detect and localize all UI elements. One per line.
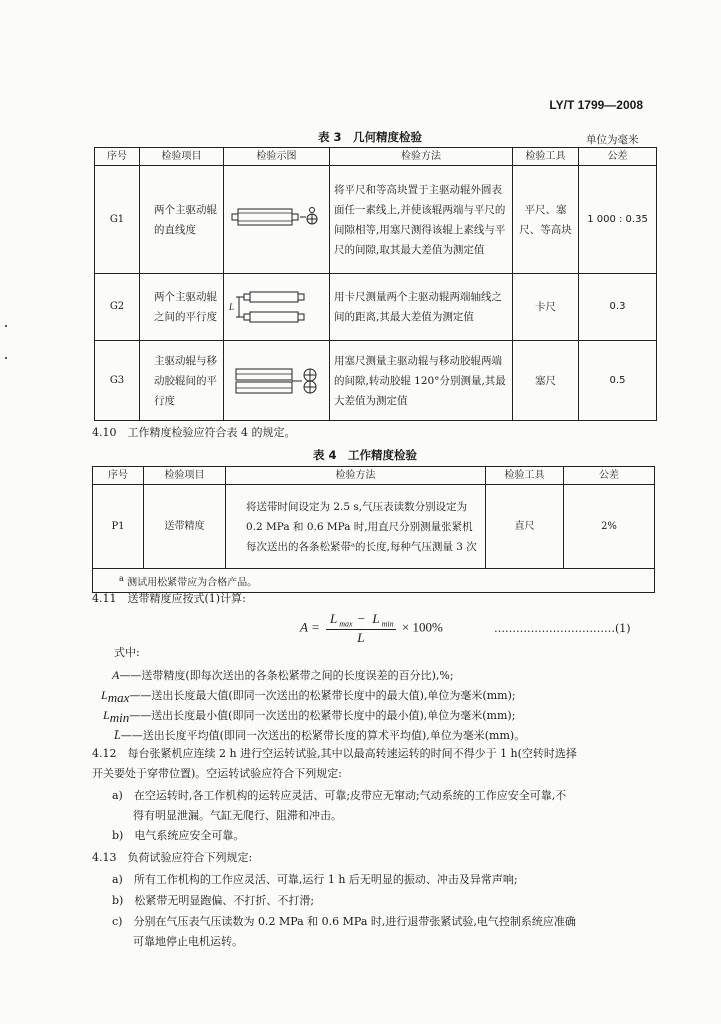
table4-header-cell: 检验方法 bbox=[226, 467, 486, 485]
table3-header-cell: 序号 bbox=[95, 148, 140, 166]
footnote-text: 测试用松紧带应为合格产品。 bbox=[127, 577, 258, 589]
section-number: 4.10 bbox=[92, 426, 117, 439]
section-number: 4.13 bbox=[92, 851, 117, 864]
list-label: a) bbox=[112, 873, 123, 886]
def-text: ——送出长度平均值(即同一次送出的松紧带长度的算术平均值),单位为毫米(mm)。 bbox=[120, 729, 526, 742]
table4-header-cell: 序号 bbox=[93, 467, 144, 485]
formula-numerator bbox=[326, 611, 396, 630]
standard-number: LY/T 1799—2008 bbox=[549, 98, 643, 112]
section-text: 每台张紧机应连续 2 h 进行空运转试验,其中以最高转速运转的时间不得少于 1 h(空转时选择 bbox=[127, 747, 577, 760]
table4-header-row bbox=[93, 467, 655, 485]
formula-lhs: A = bbox=[300, 619, 320, 635]
scan-mark bbox=[5, 325, 7, 327]
formula-sub: min bbox=[381, 619, 394, 629]
table3-header-cell: 检验方法 bbox=[330, 148, 513, 166]
table3-header-cell: 检验项目 bbox=[140, 148, 224, 166]
diagram-cell bbox=[224, 166, 330, 274]
section-number: 4.12 bbox=[92, 747, 117, 760]
scan-mark bbox=[5, 357, 7, 359]
def-sub: max bbox=[107, 690, 130, 706]
table4-header-cell: 检验工具 bbox=[486, 467, 564, 485]
row-method: 将平尺和等高块置于主驱动辊外圆表面任一素线上,并使该辊两端与平尺的间隙相等,用塞尺测得该辊上素线与平尺的间隙,取其最大差值为测定值 bbox=[330, 166, 513, 274]
section-4-11 bbox=[92, 589, 246, 609]
formula-symbol: L bbox=[372, 611, 380, 626]
row-tool: 直尺 bbox=[486, 485, 564, 569]
table3-header-cell: 公差 bbox=[579, 148, 657, 166]
list-text: 松紧带无明显跑偏、不打折、不打滑; bbox=[134, 894, 315, 907]
list-item bbox=[112, 870, 518, 890]
section-4-10 bbox=[92, 423, 296, 443]
table3-header-row bbox=[95, 148, 657, 166]
section-4-12-cont: 开关要处于穿带位置)。空运转试验应符合下列规定: bbox=[92, 767, 342, 780]
def-Lbar bbox=[114, 725, 525, 746]
diagram-cell bbox=[224, 274, 330, 341]
list-text: 在空运转时,各工作机构的运转应灵活、可靠;皮带应无窜动;气动系统的工作应安全可靠,不 bbox=[133, 789, 567, 802]
def-A bbox=[112, 665, 454, 686]
table-row bbox=[95, 274, 657, 341]
formula-number: ……………………………(1) bbox=[494, 622, 631, 635]
row-item: 两个主驱动辊之间的平行度 bbox=[140, 274, 224, 341]
row-tolerance: 2% bbox=[564, 485, 655, 569]
def-sub: min bbox=[109, 710, 130, 726]
formula-fraction bbox=[326, 611, 396, 646]
section-4-12 bbox=[92, 744, 577, 764]
table-row bbox=[95, 341, 657, 421]
section-text: 工作精度检验应符合表 4 的规定。 bbox=[127, 426, 296, 439]
list-item bbox=[112, 891, 314, 911]
list-item-cont: 得有明显泄漏。气缸无爬行、阻滞和冲击。 bbox=[133, 809, 342, 822]
row-tolerance: 0.3 bbox=[579, 274, 657, 341]
row-tool: 平尺、塞尺、等高块 bbox=[513, 166, 579, 274]
list-item-cont: 可靠地停止电机运转。 bbox=[133, 935, 243, 948]
row-method: 用卡尺测量两个主驱动辊两端轴线之间的距离,其最大差值为测定值 bbox=[330, 274, 513, 341]
section-text: 负荷试验应符合下列规定: bbox=[127, 851, 253, 864]
row-no: G2 bbox=[95, 274, 140, 341]
diagram-cell bbox=[224, 341, 330, 421]
list-label: c) bbox=[112, 915, 123, 928]
table4-header-cell: 公差 bbox=[564, 467, 655, 485]
footnote-mark: a bbox=[119, 573, 124, 583]
row-no: P1 bbox=[93, 485, 144, 569]
list-label: b) bbox=[112, 829, 124, 842]
list-item bbox=[112, 912, 576, 932]
formula-tail: × 100% bbox=[401, 619, 443, 635]
def-symbol: L bbox=[101, 688, 108, 702]
list-text: 分别在气压表气压读数为 0.2 MPa 和 0.6 MPa 时,进行退带张紧试验,电气控制系统应准确 bbox=[133, 915, 576, 928]
parallelism-diagram bbox=[228, 284, 324, 330]
table3 bbox=[94, 147, 657, 421]
formula-denominator bbox=[326, 630, 396, 646]
row-method: 用塞尺测量主驱动辊与移动胶辊两端的间隙,转动胶辊 120°分别测量,其最大差值为测定值 bbox=[330, 341, 513, 421]
table3-caption: 表 3 几何精度检验 bbox=[318, 130, 423, 144]
diagram-label: L bbox=[229, 302, 235, 312]
list-text: 电气系统应安全可靠。 bbox=[134, 829, 245, 842]
formula-symbol: L bbox=[329, 611, 338, 626]
gap-diagram bbox=[228, 361, 324, 401]
formula bbox=[300, 611, 443, 646]
def-symbol: A bbox=[112, 668, 120, 682]
list-label: a) bbox=[112, 789, 123, 802]
formula-symbol: L bbox=[357, 629, 365, 645]
row-item: 两个主驱动辊的直线度 bbox=[140, 166, 224, 274]
row-tolerance: 1 000 : 0.35 bbox=[579, 166, 657, 274]
row-item: 送带精度 bbox=[144, 485, 226, 569]
def-text: ——送带精度(即每次送出的各条松紧带之间的长度误差的百分比),%; bbox=[119, 669, 454, 682]
row-tolerance: 0.5 bbox=[579, 341, 657, 421]
def-symbol: L̄ bbox=[114, 728, 121, 742]
row-no: G3 bbox=[95, 341, 140, 421]
table3-unit: 单位为毫米 bbox=[586, 134, 639, 146]
table4 bbox=[92, 466, 655, 593]
row-tool: 塞尺 bbox=[513, 341, 579, 421]
straightness-diagram bbox=[228, 200, 324, 240]
list-text: 所有工作机构的工作应灵活、可靠,运行 1 h 后无明显的振动、冲击及异常声响; bbox=[133, 873, 518, 886]
table4-header-cell: 检验项目 bbox=[144, 467, 226, 485]
def-text: ——送出长度最小值(即同一次送出的松紧带长度中的最小值),单位为毫米(mm); bbox=[129, 709, 516, 722]
list-item bbox=[112, 826, 244, 846]
def-symbol: L bbox=[103, 708, 110, 722]
def-text: ——送出长度最大值(即同一次送出的松紧带长度中的最大值),单位为毫米(mm); bbox=[129, 689, 516, 702]
table-row bbox=[93, 485, 655, 569]
table3-header-cell: 检验工具 bbox=[513, 148, 579, 166]
table-row bbox=[95, 166, 657, 274]
list-item bbox=[112, 786, 566, 806]
row-no: G1 bbox=[95, 166, 140, 274]
section-number: 4.11 bbox=[92, 592, 117, 605]
row-tool: 卡尺 bbox=[513, 274, 579, 341]
where-label: 式中: bbox=[114, 646, 140, 659]
formula-minus: − bbox=[354, 611, 369, 626]
table3-header-cell: 检验示图 bbox=[224, 148, 330, 166]
list-label: b) bbox=[112, 894, 124, 907]
row-method: 将送带时间设定为 2.5 s,气压表读数分别设定为 0.2 MPa 和 0.6 MPa 时,用直尺分别测量张紧机每次送出的各条松紧带ᵃ的长度,每种气压测量 3 次 bbox=[226, 485, 486, 569]
section-4-13 bbox=[92, 848, 252, 868]
table4-caption: 表 4 工作精度检验 bbox=[313, 448, 418, 462]
section-text: 送带精度应按式(1)计算: bbox=[127, 592, 246, 605]
formula-sub: max bbox=[339, 619, 353, 629]
row-item: 主驱动辊与移动胶辊间的平行度 bbox=[140, 341, 224, 421]
